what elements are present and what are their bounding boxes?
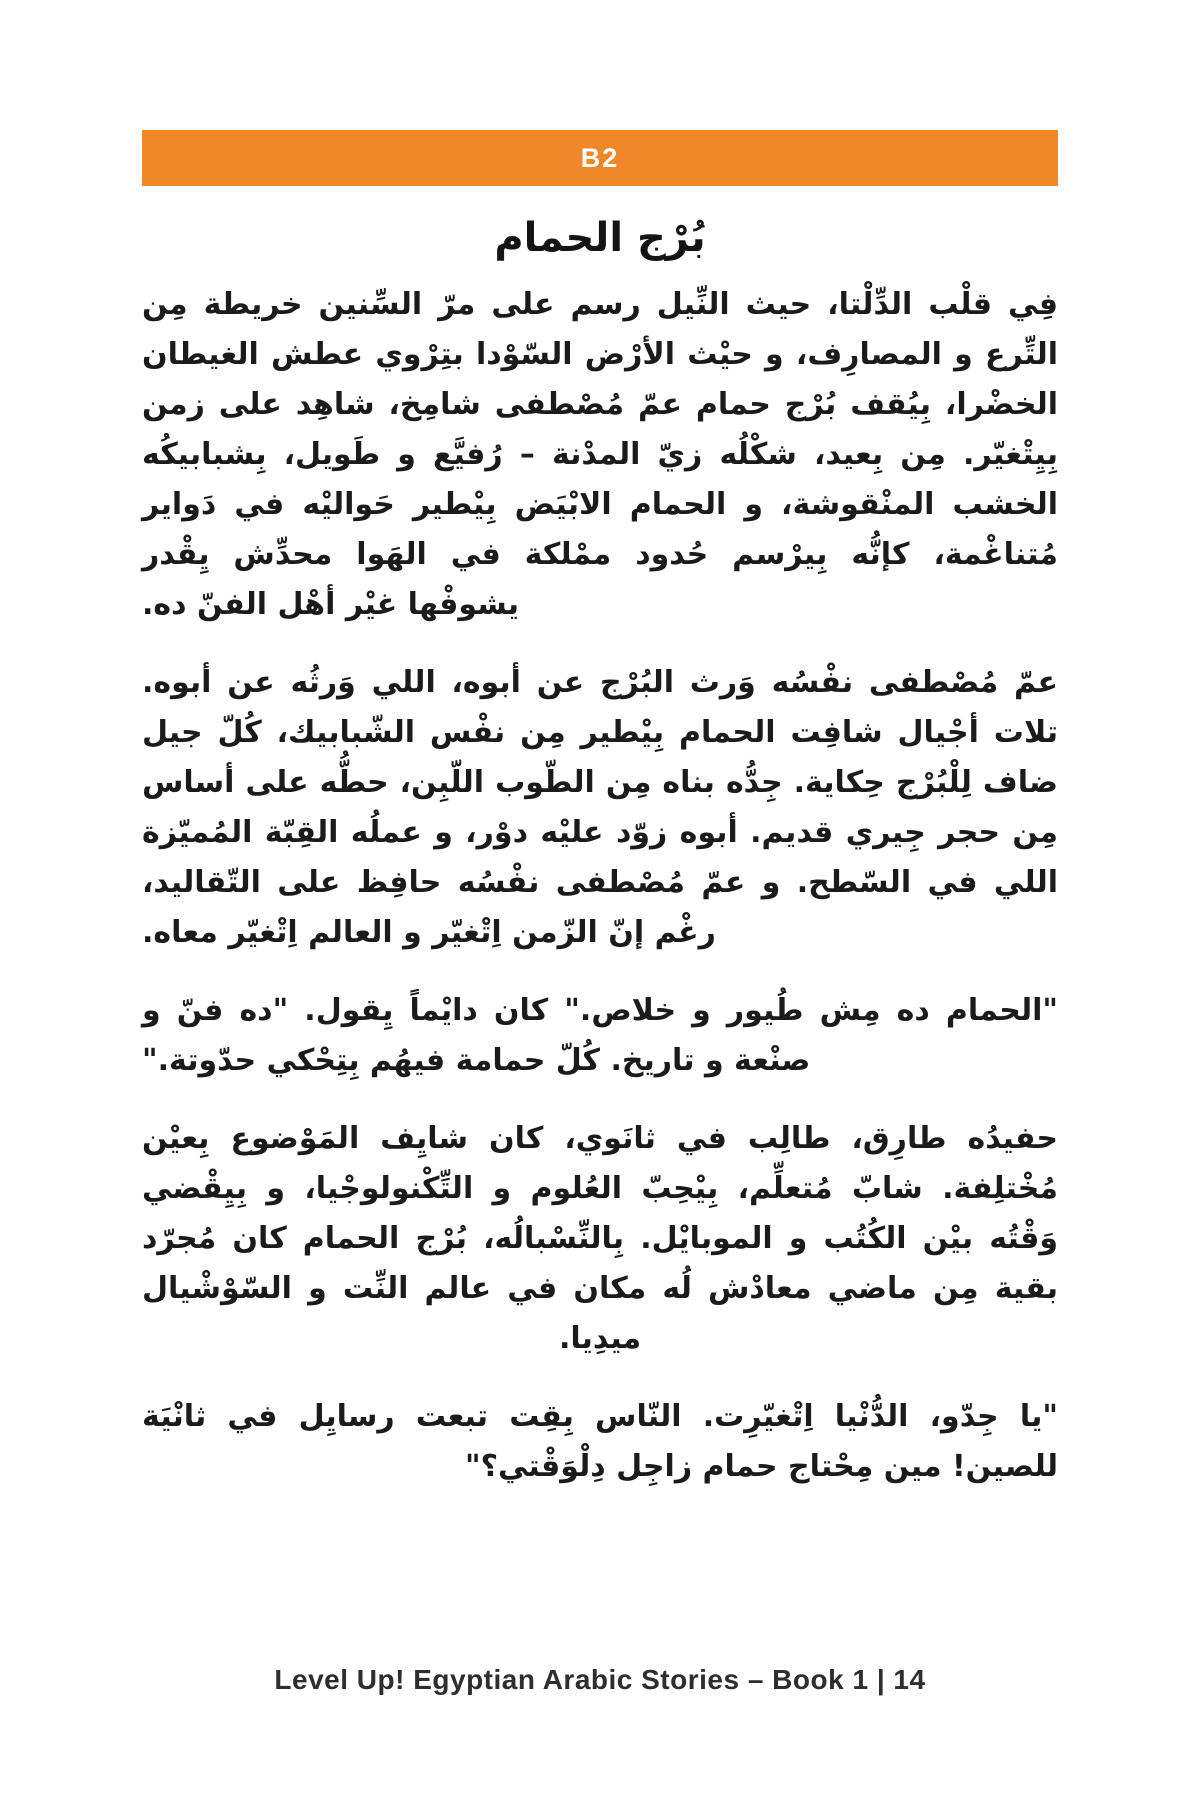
story-title: بُرْج الحمام [494, 215, 706, 261]
page-footer: Level Up! Egyptian Arabic Stories – Book 1 | 14 [274, 1664, 926, 1695]
page-content [142, 0, 1058, 1492]
story-paragraph-3: "الحمام ده مِش طُيور و خلاص." كان دايْماً يِقول. "ده فنّ و صنْعة و تاريخ. كُلّ حمامة فيهُم بِتِحْكي حدّوتة." [142, 993, 1058, 1078]
level-banner [142, 130, 1058, 186]
story-paragraph-1: فِي قلْب الدِّلْتا، حيث النِّيل رسم على مرّ السِّنين خريطة مِن التِّرع و المصارِف، و حيْث الأرْض السّوْدا بتِرْوي عطش الغيطان الخضْرا، بِيُقف بُرْج حمام عمّ مُصْطفى شامِخ، شاهِد على زمن بِيِتْغيّر. مِن بِعيد، شكْلُه زيّ المدْنة – رُفيَّع و طَويل، بِشبابيكُه الخشب المنْقوشة، و الحمام الابْيَض بِيْطير حَواليْه في دَواير مُتناغْمة، كإنُّه بِيرْسم حُدود ممْلكة في الهَوا محدِّش يِقْدر يشوفْها غيْر أهْل الفنّ ده. [142, 287, 1058, 622]
story-paragraph-4: حفيدُه طارِق، طالِب في ثانَوي، كان شايِف المَوْضوع بِعيْن مُخْتلِفة. شابّ مُتعلِّم، بِيْحِبّ العُلوم و التِّكْنولوجْيا، و بِيِقْضي وَقْتُه بيْن الكُتُب و الموبايْل. بِالنِّسْبالُه، بُرْج الحمام كان مُجرّد بقية مِن ماضي معادْش لُه مكان في عالم النِّت و السّوْشْيال ميدِيا. [142, 1121, 1058, 1356]
story-paragraph-2: عمّ مُصْطفى نفْسُه وَرث البُرْج عن أبوه، اللي وَرثُه عن أبوه. تلات أجْيال شافِت الحمام بِيْطير مِن نفْس الشّبابيك، كُلّ جيل ضاف لِلْبُرْج حِكاية. جِدُّه بناه مِن الطّوب اللّبِن، حطُّه على أساس مِن حجر جِيري قديم. أبوه زوّد عليْه دوْر، و عملُه القِبّة المُميّزة اللي في السّطح. و عمّ مُصْطفى نفْسُه حافِظ على التّقاليد، رغْم إنّ الزّمن اِتْغيّر و العالم اِتْغيّر معاه. [142, 665, 1058, 950]
level-badge-label: B2 [580, 142, 620, 173]
story-paragraph-5: "يا جِدّو، الدُّنْيا اِتْغيّرِت. النّاس بِقِت تبعت رسايِل في ثانْيَة للصين! مين مِحْتاج حمام زاجِل دِلْوَقْتي؟" [142, 1399, 1058, 1484]
